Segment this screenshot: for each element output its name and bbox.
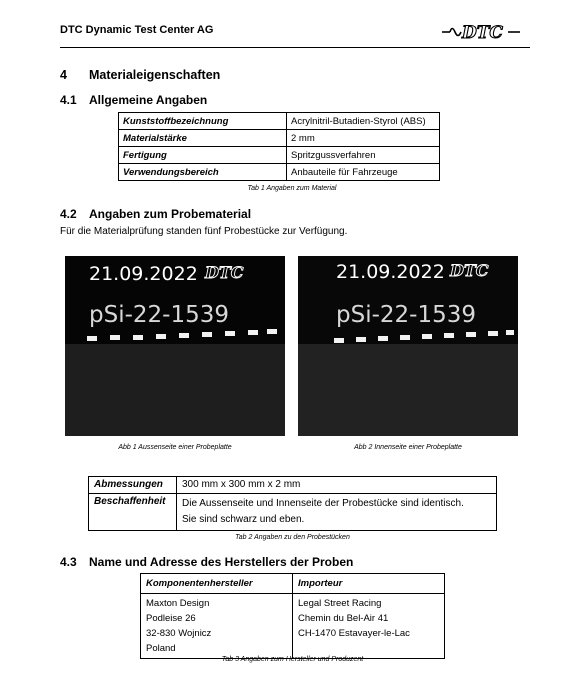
photo-outer-side [65, 256, 285, 436]
section-4-heading: 4 Materialeigenschaften [60, 68, 221, 82]
manufacturer-address: Maxton Design Podleise 26 32-830 Wojnicz Poland [141, 594, 293, 659]
table-row [89, 477, 497, 494]
row-label: Kunststoffbezeichnung [119, 113, 287, 130]
row-label: Abmessungen [89, 477, 177, 494]
figure-2-caption: Abb 2 Innenseite einer Probeplatte [354, 444, 462, 451]
row-value: Acrylnitril-Butadien-Styrol (ABS) [287, 113, 440, 130]
table-header-row [141, 574, 445, 594]
row-value: 300 mm x 300 mm x 2 mm [177, 477, 497, 494]
table-row [89, 494, 497, 531]
photo-logo: DTC [450, 261, 489, 280]
photo-sample-id: pSi-22-1539 [89, 302, 229, 328]
figure-1-caption: Abb 1 Aussenseite einer Probeplatte [118, 444, 232, 451]
dtc-logo [440, 20, 522, 44]
company-name: DTC Dynamic Test Center AG [60, 24, 214, 36]
table-3-caption: Tab 3 Angaben zum Hersteller und Produzent [221, 656, 364, 663]
column-header: Importeur [293, 574, 445, 594]
section-4-2-heading: 4.2 Angaben zum Probematerial [60, 207, 252, 221]
section-4-3-heading: 4.3 Name und Adresse des Herstellers der Proben [60, 555, 354, 569]
row-label: Fertigung [119, 147, 287, 164]
importer-address: Legal Street Racing Chemin du Bel-Air 41 CH-1470 Estavayer-le-Lac [293, 594, 445, 659]
row-value: Anbauteile für Fahrzeuge [287, 164, 440, 181]
row-label: Verwendungsbereich [119, 164, 287, 181]
table-row [119, 147, 440, 164]
row-value: Spritzgussverfahren [287, 147, 440, 164]
column-header: Komponentenhersteller [141, 574, 293, 594]
photo-sample-id: pSi-22-1539 [336, 302, 476, 328]
photo-date: 21.09.2022 [89, 263, 198, 285]
row-value: 2 mm [287, 130, 440, 147]
photo-logo: DTC [205, 263, 244, 282]
svg-text:DTC: DTC [462, 23, 503, 43]
manufacturer-table [140, 573, 445, 659]
sample-table [88, 476, 497, 531]
intro-paragraph: Für die Materialprüfung standen fünf Probestücke zur Verfügung. [60, 226, 348, 237]
row-value: Die Aussenseite und Innenseite der Probestücke sind identisch. Sie sind schwarz und eben. [177, 494, 497, 531]
section-4-1-heading: 4.1 Allgemeine Angaben [60, 93, 208, 107]
table-row [119, 130, 440, 147]
photo-date: 21.09.2022 [336, 261, 445, 283]
table-2-caption: Tab 2 Angaben zu den Probestücken [235, 534, 350, 541]
row-label: Materialstärke [119, 130, 287, 147]
page-header [60, 18, 530, 48]
table-1-caption: Tab 1 Angaben zum Material [247, 185, 337, 192]
material-table [118, 112, 440, 181]
table-row [119, 164, 440, 181]
row-label: Beschaffenheit [89, 494, 177, 531]
photo-inner-side [298, 256, 518, 436]
table-row [119, 113, 440, 130]
table-row [141, 594, 445, 659]
